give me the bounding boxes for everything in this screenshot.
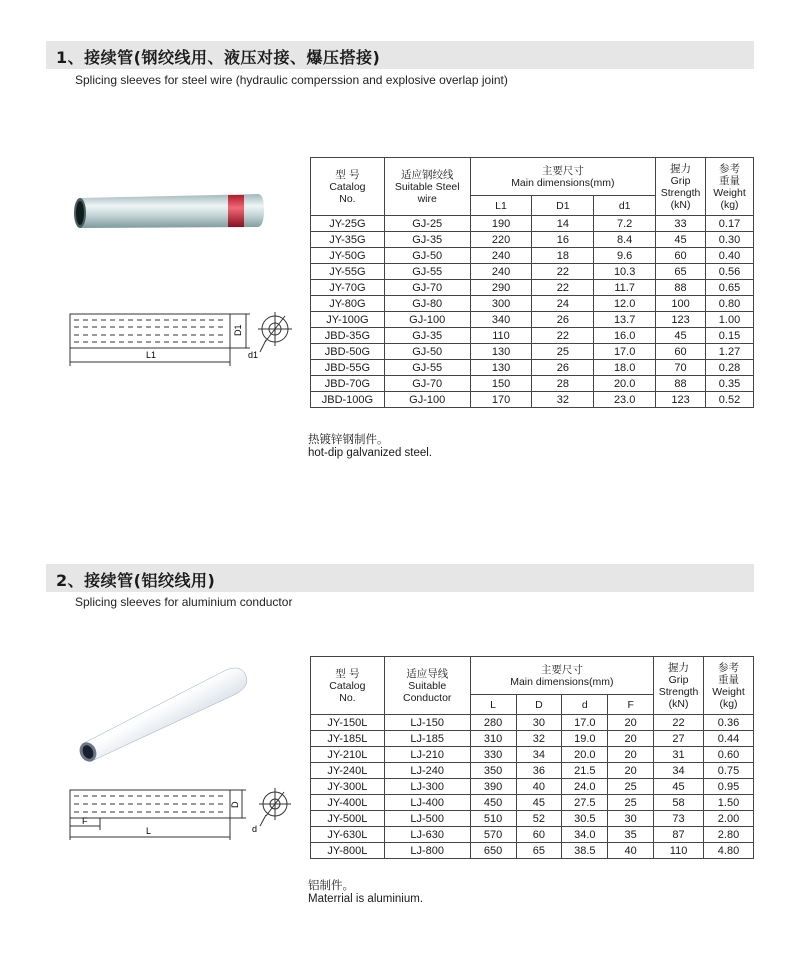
table-cell: 26	[532, 312, 594, 328]
header-grip: 握力 Grip Strength (kN)	[654, 657, 704, 715]
table-cell: 340	[470, 312, 532, 328]
table-cell: LJ-800	[384, 843, 470, 859]
table-cell: 30.5	[562, 811, 608, 827]
table-cell: 36	[516, 763, 562, 779]
table-cell: 88	[656, 376, 706, 392]
small-d-label: d	[252, 824, 258, 834]
table-cell: 110	[654, 843, 704, 859]
table-cell: 18	[532, 248, 594, 264]
table-cell: 123	[656, 392, 706, 408]
table-row	[311, 715, 754, 731]
table-cell: 220	[470, 232, 532, 248]
table-cell: 0.36	[704, 715, 754, 731]
table-cell: 23.0	[594, 392, 656, 408]
table-cell: 290	[470, 280, 532, 296]
table-cell: 0.28	[706, 360, 754, 376]
table-cell: 24	[532, 296, 594, 312]
table-cell: 0.95	[704, 779, 754, 795]
table-cell: 65	[516, 843, 562, 859]
table-cell: GJ-70	[384, 376, 470, 392]
table-cell: JBD-55G	[311, 360, 385, 376]
table-cell: 25	[608, 779, 654, 795]
table-row	[311, 248, 754, 264]
table-cell: 0.17	[706, 216, 754, 232]
table-cell: 0.30	[706, 232, 754, 248]
table-row	[311, 328, 754, 344]
header-weight: 参考 重量 Weight (kg)	[704, 657, 754, 715]
table-cell: 40	[608, 843, 654, 859]
table-cell: 1.27	[706, 344, 754, 360]
table-cell: 65	[656, 264, 706, 280]
table-cell: 0.40	[706, 248, 754, 264]
l1-label: L1	[146, 350, 157, 360]
table-cell: JY-35G	[311, 232, 385, 248]
table-cell: 14	[532, 216, 594, 232]
section1-title: 1、接续管(钢绞线用、液压对接、爆压搭接)	[56, 48, 381, 67]
table-cell: 0.44	[704, 731, 754, 747]
table-cell: GJ-55	[384, 264, 470, 280]
table-cell: 73	[654, 811, 704, 827]
table-cell: GJ-55	[384, 360, 470, 376]
table-cell: 0.56	[706, 264, 754, 280]
table-cell: JBD-35G	[311, 328, 385, 344]
table-cell: 20.0	[562, 747, 608, 763]
table-cell: 0.80	[706, 296, 754, 312]
table-cell: 28	[532, 376, 594, 392]
header-d1: D1	[532, 196, 594, 216]
table-cell: 390	[470, 779, 516, 795]
table-cell: 17.0	[562, 715, 608, 731]
header-weight: 参考 重量 Weight (kg)	[706, 158, 754, 216]
table-cell: 130	[470, 360, 532, 376]
table-cell: 1.50	[704, 795, 754, 811]
table-cell: 34	[654, 763, 704, 779]
table-cell: 45	[654, 779, 704, 795]
aluminium-sleeve-drawing	[60, 780, 300, 851]
table-cell: JY-240L	[311, 763, 385, 779]
table-cell: GJ-70	[384, 280, 470, 296]
table-cell: 60	[516, 827, 562, 843]
table-cell: 58	[654, 795, 704, 811]
table-cell: 26	[532, 360, 594, 376]
section2-header	[46, 564, 754, 592]
table-cell: 11.7	[594, 280, 656, 296]
table-cell: JY-300L	[311, 779, 385, 795]
table-cell: 45	[516, 795, 562, 811]
table-cell: 510	[470, 811, 516, 827]
steel-sleeve-table	[310, 157, 754, 408]
table-cell: 22	[654, 715, 704, 731]
table-cell: JY-210L	[311, 747, 385, 763]
table-cell: 8.4	[594, 232, 656, 248]
table-cell: 240	[470, 248, 532, 264]
table-row	[311, 827, 754, 843]
table-cell: 45	[656, 328, 706, 344]
table-cell: 0.65	[706, 280, 754, 296]
header-suitable-wire: 适应钢绞线 Suitable Steel wire	[384, 158, 470, 216]
table-row	[311, 731, 754, 747]
table-cell: LJ-185	[384, 731, 470, 747]
table-cell: GJ-100	[384, 392, 470, 408]
table-cell: GJ-35	[384, 232, 470, 248]
table-cell: 123	[656, 312, 706, 328]
table-cell: LJ-210	[384, 747, 470, 763]
table-cell: JY-80G	[311, 296, 385, 312]
table-cell: 190	[470, 216, 532, 232]
table-cell: 9.6	[594, 248, 656, 264]
f-label: F	[82, 816, 88, 826]
header-f: F	[608, 695, 654, 715]
section1-header	[46, 41, 754, 69]
table-cell: JY-70G	[311, 280, 385, 296]
table-cell: 570	[470, 827, 516, 843]
table-cell: 70	[656, 360, 706, 376]
table-cell: 38.5	[562, 843, 608, 859]
table-cell: 10.3	[594, 264, 656, 280]
table-cell: JBD-100G	[311, 392, 385, 408]
table-cell: LJ-630	[384, 827, 470, 843]
table-row	[311, 264, 754, 280]
table-cell: 30	[608, 811, 654, 827]
steel-sleeve-drawing	[60, 300, 300, 377]
table-cell: 27	[654, 731, 704, 747]
table-row	[311, 376, 754, 392]
table-cell: 16	[532, 232, 594, 248]
table-cell: 650	[470, 843, 516, 859]
table-cell: JY-800L	[311, 843, 385, 859]
table-row	[311, 763, 754, 779]
header-d-outer: D	[516, 695, 562, 715]
table-cell: 87	[654, 827, 704, 843]
table-cell: JY-50G	[311, 248, 385, 264]
l-label: L	[146, 826, 152, 836]
table-cell: 60	[656, 344, 706, 360]
table-row	[311, 280, 754, 296]
table-cell: 240	[470, 264, 532, 280]
table-cell: 22	[532, 328, 594, 344]
table-cell: 130	[470, 344, 532, 360]
section2-title: 2、接续管(铝绞线用)	[56, 571, 216, 590]
table-cell: 330	[470, 747, 516, 763]
table-row	[311, 232, 754, 248]
table-cell: 7.2	[594, 216, 656, 232]
table-cell: JY-100G	[311, 312, 385, 328]
table-cell: JY-150L	[311, 715, 385, 731]
header-d-inner: d	[562, 695, 608, 715]
table-cell: 170	[470, 392, 532, 408]
table-cell: 19.0	[562, 731, 608, 747]
table-cell: 13.7	[594, 312, 656, 328]
d-label: D	[230, 801, 240, 808]
table-cell: 20	[608, 763, 654, 779]
table-cell: JBD-50G	[311, 344, 385, 360]
table-cell: GJ-80	[384, 296, 470, 312]
table-row	[311, 811, 754, 827]
table-cell: 4.80	[704, 843, 754, 859]
table-cell: 34	[516, 747, 562, 763]
section1-subtitle: Splicing sleeves for steel wire (hydraulic comperssion and explosive overlap joint)	[75, 73, 508, 87]
table-cell: 0.60	[704, 747, 754, 763]
table-cell: 34.0	[562, 827, 608, 843]
section1-note: 热镀锌钢制件。 hot-dip galvanized steel.	[308, 432, 433, 459]
table-cell: JY-500L	[311, 811, 385, 827]
table-cell: 20	[608, 747, 654, 763]
table-cell: GJ-50	[384, 248, 470, 264]
table-cell: 20.0	[594, 376, 656, 392]
table-cell: JY-55G	[311, 264, 385, 280]
table-cell: GJ-100	[384, 312, 470, 328]
table-cell: 45	[656, 232, 706, 248]
table-row	[311, 312, 754, 328]
table-row	[311, 843, 754, 859]
table-cell: JY-630L	[311, 827, 385, 843]
table-cell: GJ-25	[384, 216, 470, 232]
table-row	[311, 795, 754, 811]
steel-sleeve-photo	[70, 190, 270, 241]
table-cell: GJ-35	[384, 328, 470, 344]
table-cell: 25	[608, 795, 654, 811]
table-cell: LJ-300	[384, 779, 470, 795]
table-cell: 2.80	[704, 827, 754, 843]
header-main-dimensions: 主要尺寸 Main dimensions(mm)	[470, 657, 653, 695]
header-main-dimensions: 主要尺寸 Main dimensions(mm)	[470, 158, 655, 196]
table-cell: 52	[516, 811, 562, 827]
table-cell: 450	[470, 795, 516, 811]
table-cell: 2.00	[704, 811, 754, 827]
table-cell: 300	[470, 296, 532, 312]
table-cell: 25	[532, 344, 594, 360]
table-cell: 280	[470, 715, 516, 731]
table-cell: 0.52	[706, 392, 754, 408]
table-cell: 30	[516, 715, 562, 731]
section2-note: 铝制件。 Materrial is aluminium.	[308, 878, 424, 905]
table-cell: 60	[656, 248, 706, 264]
table-cell: JY-400L	[311, 795, 385, 811]
header-l: L	[470, 695, 516, 715]
table-cell: 35	[608, 827, 654, 843]
header-small-d1: d1	[594, 196, 656, 216]
d1-label: D1	[233, 324, 243, 336]
table-cell: 32	[532, 392, 594, 408]
table-cell: JY-25G	[311, 216, 385, 232]
table-cell: 0.35	[706, 376, 754, 392]
table-row	[311, 216, 754, 232]
table-cell: 32	[516, 731, 562, 747]
table-cell: 21.5	[562, 763, 608, 779]
table-cell: 1.00	[706, 312, 754, 328]
table-cell: LJ-240	[384, 763, 470, 779]
table-cell: 20	[608, 715, 654, 731]
table-cell: 22	[532, 264, 594, 280]
table-cell: LJ-400	[384, 795, 470, 811]
small-d1-label: d1	[248, 350, 259, 360]
table-cell: 33	[656, 216, 706, 232]
table-row	[311, 296, 754, 312]
table-cell: LJ-150	[384, 715, 470, 731]
section2-subtitle: Splicing sleeves for aluminium conductor	[75, 595, 293, 609]
table-cell: 16.0	[594, 328, 656, 344]
table-cell: GJ-50	[384, 344, 470, 360]
header-suitable-conductor: 适应导线 Suitable Conductor	[384, 657, 470, 715]
table-cell: JBD-70G	[311, 376, 385, 392]
header-grip: 握力 Grip Strength (kN)	[656, 158, 706, 216]
table-cell: 22	[532, 280, 594, 296]
header-catalog: 型 号 Catalog No.	[311, 158, 385, 216]
table-cell: 0.15	[706, 328, 754, 344]
table-cell: 20	[608, 731, 654, 747]
header-l1: L1	[470, 196, 532, 216]
aluminium-sleeve-photo	[76, 664, 256, 769]
table-cell: 110	[470, 328, 532, 344]
table-cell: 31	[654, 747, 704, 763]
table-row	[311, 360, 754, 376]
table-cell: 0.75	[704, 763, 754, 779]
table-row	[311, 392, 754, 408]
table-cell: 310	[470, 731, 516, 747]
table-cell: 18.0	[594, 360, 656, 376]
table-cell: 350	[470, 763, 516, 779]
table-cell: 12.0	[594, 296, 656, 312]
table-row	[311, 747, 754, 763]
table-cell: 24.0	[562, 779, 608, 795]
table-row	[311, 779, 754, 795]
aluminium-sleeve-table	[310, 656, 754, 859]
header-catalog: 型 号 Catalog No.	[311, 657, 385, 715]
table-cell: 40	[516, 779, 562, 795]
table-cell: 100	[656, 296, 706, 312]
table-cell: JY-185L	[311, 731, 385, 747]
table-cell: 17.0	[594, 344, 656, 360]
table-row	[311, 344, 754, 360]
table-cell: 150	[470, 376, 532, 392]
table-cell: 88	[656, 280, 706, 296]
table-cell: 27.5	[562, 795, 608, 811]
table-cell: LJ-500	[384, 811, 470, 827]
